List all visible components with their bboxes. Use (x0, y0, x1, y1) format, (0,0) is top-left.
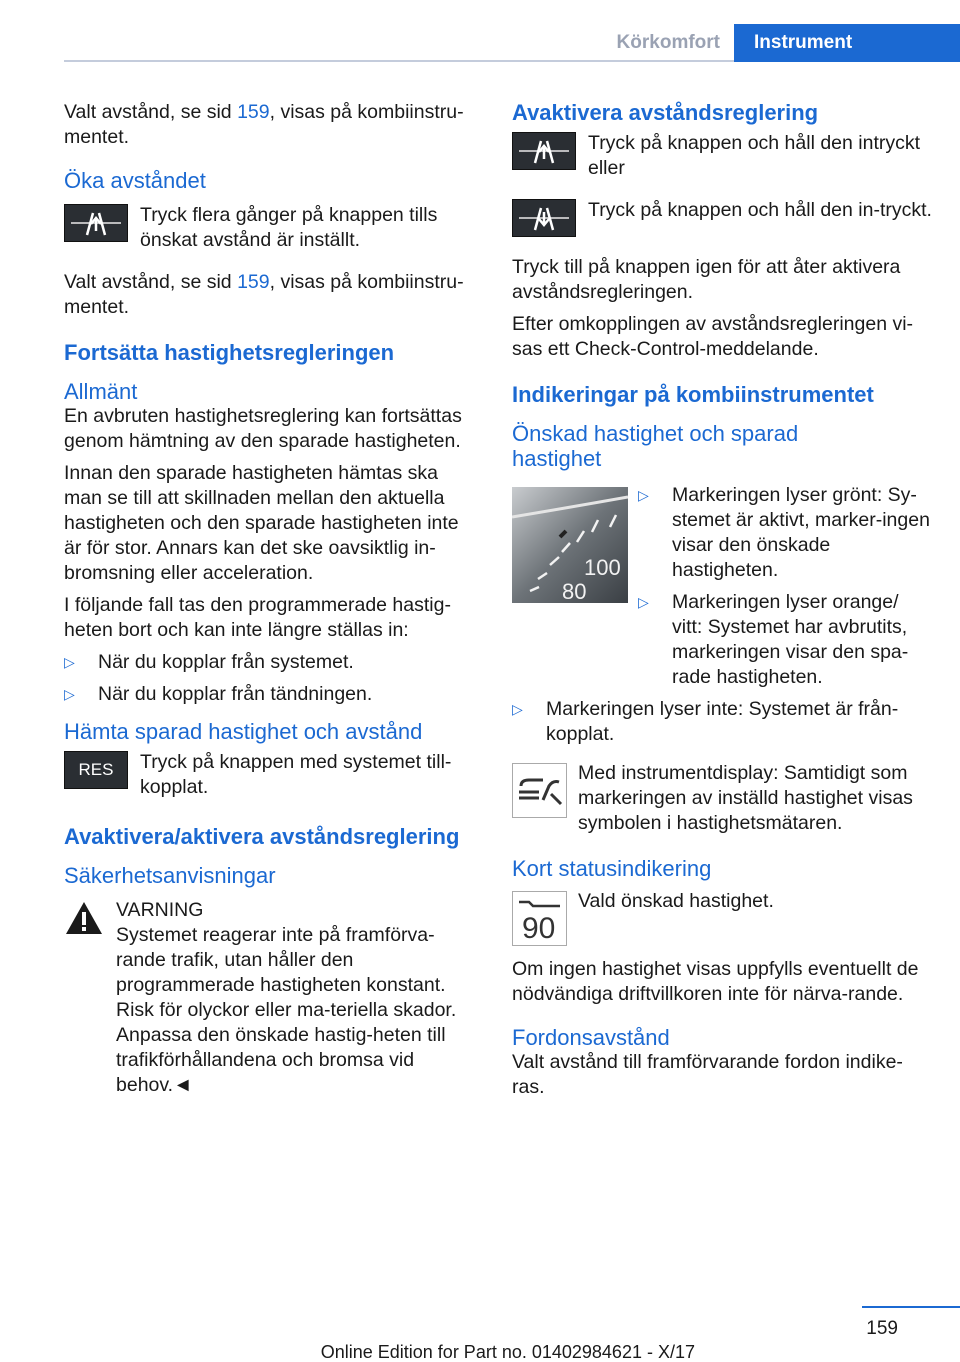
allmant-p3: I följande fall tas den programmerade hastig-heten bort och kan inte längre ställas in: (64, 594, 451, 641)
oka-text: Tryck flera gånger på knappen tills önskat avstånd är inställt. (140, 204, 438, 251)
hamta-text: Tryck på knappen med systemet till-kopplat. (140, 751, 452, 798)
heading-avaktivera: Avaktivera avståndsreglering (512, 100, 819, 125)
triangle-bullet-icon: ▷ (64, 686, 75, 702)
hamta-row (64, 750, 480, 800)
cruise-control-symbol-icon (512, 763, 567, 818)
triangle-bullet-icon: ▷ (512, 701, 523, 717)
avakt-text-1: Tryck på knappen och håll den intryckt eller (588, 132, 921, 179)
distance-button-icon (64, 204, 128, 242)
svg-text:80: 80 (562, 579, 587, 603)
heading-kort-status: Kort statusindikering (512, 856, 712, 881)
warning-block (64, 898, 480, 1098)
med-text: Med instrumentdisplay: Samtidigt som markeringen av inställd hastighet visas symbolen i hastighetsmätaren. (578, 762, 913, 834)
footer-rule (862, 1306, 960, 1308)
allmant-p1: En avbruten hastighetsreglering kan fortsättas genom hämtning av den sparade hastigheten. (64, 405, 462, 452)
med-instrument-row (512, 761, 932, 836)
header-tab-instrument[interactable]: Instrument (734, 24, 960, 62)
heading-fordonsavstand: Fordonsavstånd (512, 1025, 670, 1050)
paragraph-valt-avstand-2: Valt avstånd, se sid 159, visas på kombiinstru-mentet. (64, 271, 464, 318)
heading-onskad: Önskad hastighet och sparad hastighet (512, 421, 799, 471)
list-item: ▷ När du kopplar från tändningen. (64, 683, 373, 705)
warning-text: Systemet reagerar inte på framförva-rande trafik, utan håller den programmerade hastigheten konstant. Risk för olyckor eller ma-teriella skador. Anpassa den önskade hastig-heten till trafikförhållandena och bromsa vid behov.◄ (116, 924, 457, 1096)
bullet-list-inte (512, 697, 932, 747)
allmant-p2: Innan den sparade hastigheten hämtas ska man se till att skillnaden mellan den aktuella hastigheten och den sparade hastigheten inte är för stor. Annars kan det ske oavsiktlig in-bromsning eller acceleration. (64, 462, 459, 584)
paragraph-valt-avstand-1: Valt avstånd, se sid 159, visas på kombiinstru-mentet. (64, 101, 464, 148)
heading-avaktivera-aktivera: Avaktivera/aktivera avståndsreglering (64, 824, 460, 849)
svg-text:90: 90 (522, 912, 556, 945)
left-column (64, 100, 480, 1098)
triangle-bullet-icon: ▷ (64, 654, 75, 670)
svg-text:100: 100 (584, 555, 621, 580)
list-item: ▷ Markeringen lyser orange/ vitt: Systemet har avbrutits, markeringen visar den spa-rade hastigheten. (638, 591, 909, 688)
list-item: ▷ Markeringen lyser grönt: Sy-stemet är aktivt, marker-ingen visar den önskade hastigheten. (638, 484, 930, 581)
bullet-list-left (64, 650, 480, 707)
avakt-text-2: Tryck på knappen och håll den in-tryckt. (588, 199, 932, 221)
page-number: 159 (866, 1318, 898, 1339)
vald-text: Vald önskad hastighet. (578, 890, 774, 912)
paragraph-tryck-till: Tryck till på knappen igen för att åter aktivera avståndsregleringen. (512, 256, 901, 303)
avakt-row-1 (512, 131, 932, 181)
res-button-icon: RES (64, 751, 128, 789)
speedometer-gauge-icon (512, 487, 628, 603)
paragraph-efter: Efter omkopplingen av avståndsregleringen vi-sas ett Check-Control-meddelande. (512, 313, 914, 360)
heading-sakerhet: Säkerhetsanvisningar (64, 863, 276, 888)
heading-hamta: Hämta sparad hastighet och avstånd (64, 719, 423, 744)
warning-triangle-icon (64, 900, 104, 943)
warning-title: VARNING (116, 899, 204, 921)
speed-90-icon (512, 891, 567, 946)
avakt-row-2 (512, 198, 932, 238)
triangle-bullet-icon: ▷ (638, 594, 649, 610)
heading-fortsatta: Fortsätta hastighetsregleringen (64, 340, 395, 365)
fordonsavstand-text: Valt avstånd till framförvarande fordon indike-ras. (512, 1051, 903, 1098)
triangle-bullet-icon: ▷ (638, 487, 649, 503)
kort-status-row (512, 889, 932, 945)
right-column (512, 100, 932, 1107)
heading-oka-avstandet: Öka avståndet (64, 168, 206, 193)
page-link-159-b[interactable]: 159 (237, 271, 270, 293)
gauge-block (512, 483, 932, 690)
paragraph-om-ingen: Om ingen hastighet visas uppfylls eventuellt de nödvändiga driftvillkoren inte för närva-rande. (512, 958, 919, 1005)
list-item: ▷ Markeringen lyser inte: Systemet är från-kopplat. (512, 698, 899, 745)
heading-indikeringar: Indikeringar på kombiinstrumentet (512, 382, 874, 407)
header-tab-korkomfort[interactable]: Körkomfort (616, 32, 720, 53)
list-item: ▷ När du kopplar från systemet. (64, 651, 354, 673)
edition-note: Online Edition for Part no. 01402984621 - X/17 (320, 1342, 695, 1362)
oka-row (64, 203, 480, 253)
bullet-list-gauge (638, 483, 932, 690)
page-link-159[interactable]: 159 (237, 101, 270, 123)
distance-button-icon (512, 132, 576, 170)
distance-button-down-icon (512, 199, 576, 237)
heading-allmant: Allmänt (64, 379, 138, 404)
